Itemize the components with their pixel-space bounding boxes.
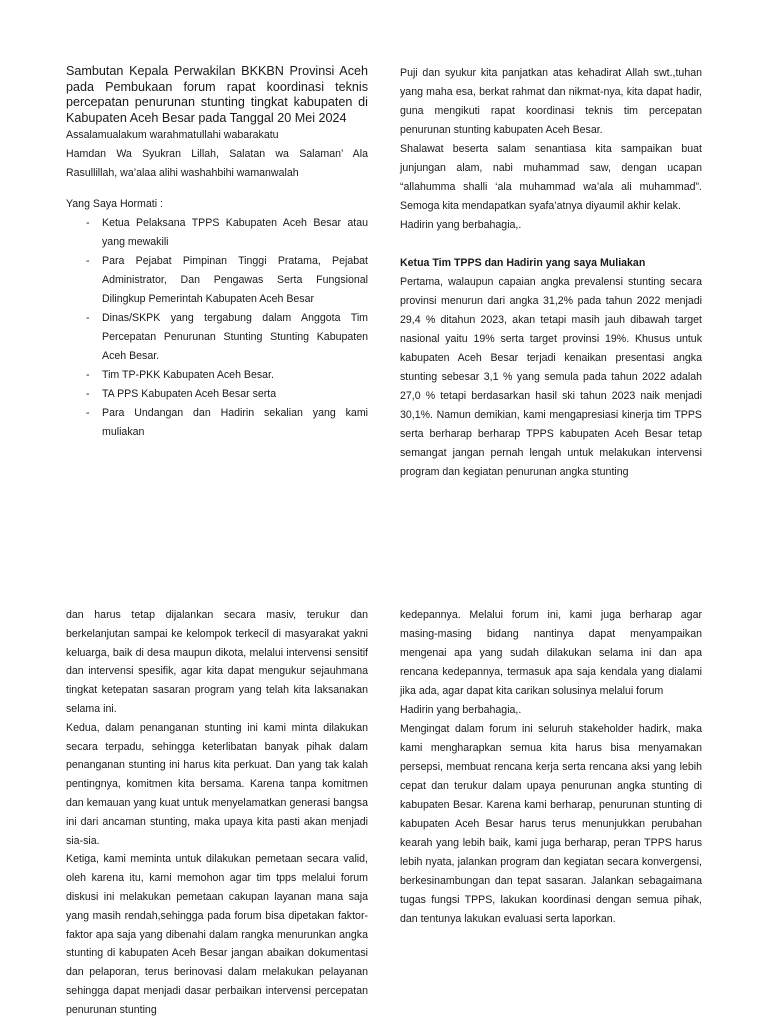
paragraph: Mengingat dalam forum ini seluruh stakeholder hadirk, maka kami mengharapkan semua kita harus bisa menyamakan persepsi, membuat rencana kerja serta rencana aksi yang lebih cepat dan terukur dalam upaya penurunan angka stunting di kabupaten Besar. Karena kami berharap, penurunan stunting di kabupaten Aceh Besar harus terus menunjukkan perubahan kearah yang lebih baik, kami juga berharap, peran TPPS harus lebih nyata, jalankan program dan kegiatan secara konvergensi, berkesinambungan dan tepat sasaran. Jalankan sebagaimana tugas fungsi TPPS, lakukan koordinasi dengan semua pihak, dan tentunya lakukan evaluasi serta laporkan. <box>400 723 702 925</box>
greeting-block <box>66 126 368 183</box>
paragraph: Kedua, dalam penanganan stunting ini kami minta dilakukan secara terpadu, sehingga keterlibatan banyak pihak dalam penanganan stunting ini harus kita perkuat. Dan yang tak kalah pentingnya, komitmen kita bersama. Karena tanpa komitmen dan kemauan yang kuat untuk menyelamatkan generasi bangsa ini dari ancaman stunting, maka upaya kita pasti akan menjadi sia-sia. <box>66 721 368 847</box>
honored-guests-block <box>66 195 368 442</box>
greeting-line: Hamdan Wa Syukran Lillah, Salatan wa Salaman’ Ala Rasullillah, wa’alaa alihi washahbihi wamanwalah <box>66 148 368 179</box>
paragraph: Hadirin yang berbahagia,. <box>400 704 522 716</box>
paragraph: kedepannya. Melalui forum ini, kami juga berharap agar masing-masing bidang nantinya dapat menyampaikan mengenai apa yang sudah dilakukan selama ini dan apa rencana kedepannya, termasuk apa saja kendala yang dialami jika ada, agar dapat kita carikan solusinya melalui forum <box>400 609 702 697</box>
list-item: - Ketua Pelaksana TPPS Kabupaten Aceh Besar atau yang mewakili <box>86 214 368 252</box>
greeting-line: Assalamualakum warahmatullahi wabarakatu <box>66 129 279 141</box>
paragraph: Puji dan syukur kita panjatkan atas kehadirat Allah swt.,tuhan yang maha esa, berkat rahmat dan nikmat-nya, kita dapat hadir, guna mengikuti rapat koordinasi teknis tim percepatan penurunan stunting kabupaten Aceh Besar. <box>400 67 702 136</box>
list-item: - TA PPS Kabupaten Aceh Besar serta <box>86 385 368 404</box>
honored-guests-label: Yang Saya Hormati : <box>66 198 163 210</box>
document-title: Sambutan Kepala Perwakilan BKKBN Provinsi Aceh pada Pembukaan forum rapat koordinasi teknis percepatan penurunan stunting tingkat kabupaten di Kabupaten Aceh Besar pada Tanggal 20 Mei 2024 <box>66 64 368 125</box>
list-item: - Dinas/SKPK yang tergabung dalam Anggota Tim Percepatan Penurunan Stunting Stunting Kabupaten Aceh Besar. <box>86 309 368 366</box>
section-heading: Ketua Tim TPPS dan Hadirin yang saya Muliakan <box>400 257 646 269</box>
paragraph: Pertama, walaupun capaian angka prevalensi stunting secara provinsi menurun dari angka 31,2% pada tahun 2022 menjadi 29,4 % ditahun 2023, akan tetapi masih jauh dibawah target nasional yaitu 19% serta target provinsi 19%. Khusus untuk kabupaten Aceh Besar terjadi kenaikan presentasi angka stunting sebesar 3,1 % yang semula pada tahun 2022 adalah 27,0 % tetapi berdasarkan hasil ski tahun 2023 naik menjadi 30,1%. Namun demikian, kami mengapresiasi kinerja tim TPPS serta berharap berharap TPPS kabupaten Aceh Besar tetap semangat jangan pernah lengah untuk melakukan intervensi program dan kegiatan penurunan angka stunting <box>400 276 702 478</box>
list-item: - Para Undangan dan Hadirin sekalian yang kami muliakan <box>86 404 368 442</box>
paragraph: Shalawat beserta salam senantiasa kita sampaikan buat junjungan alam, nabi muhammad saw, dengan ucapan “allahumma shalli ‘ala muhammad wa’ala ali muhammad”. Semoga kita mendapatkan syafa’atnya diyaumil akhir kelak. <box>400 143 702 212</box>
paragraph: dan harus tetap dijalankan secara masiv, terukur dan berkelanjutan sampai ke kelompok terkecil di masyarakat yakni keluarga, baik di desa maupun dikota, melalui intervensi sensitif dan intervensi spesifik, agar kita dapat mengukur sejauhmana tingkat ketepatan sasaran program yang telah kita laksanakan selama ini. <box>66 609 368 715</box>
list-item: - Tim TP-PKK Kabupaten Aceh Besar. <box>86 366 368 385</box>
paragraph: Ketiga, kami meminta untuk dilakukan pemetaan secara valid, oleh karena itu, kami memohon agar tim tpps melalui forum diskusi ini melakukan pemetaan cakupan layanan mana saja yang masih rendah,sehingga pada forum bisa dipetakan faktor-faktor apa saja yang dibenahi dalam rangka menurunkan angka stunting di kabupaten Aceh Besar jangan abaikan dokumentasi dan pelaporan, terus berinovasi dalam melakukan pelayanan sehingga dapat menjadi dasar perbaikan intervensi percepatan penurunan stunting <box>66 853 368 1016</box>
column-top-left <box>66 64 368 442</box>
guest-list <box>66 214 368 442</box>
list-item: - Para Pejabat Pimpinan Tinggi Pratama, Pejabat Administrator, Dan Pengawas Serta Fungsional Dilingkup Pemerintah Kabupaten Aceh Besar <box>86 252 368 309</box>
column-bottom-right <box>400 606 702 929</box>
column-top-right <box>400 64 702 482</box>
column-bottom-left <box>66 606 368 1020</box>
paragraph: Hadirin yang berbahagia,. <box>400 219 522 231</box>
